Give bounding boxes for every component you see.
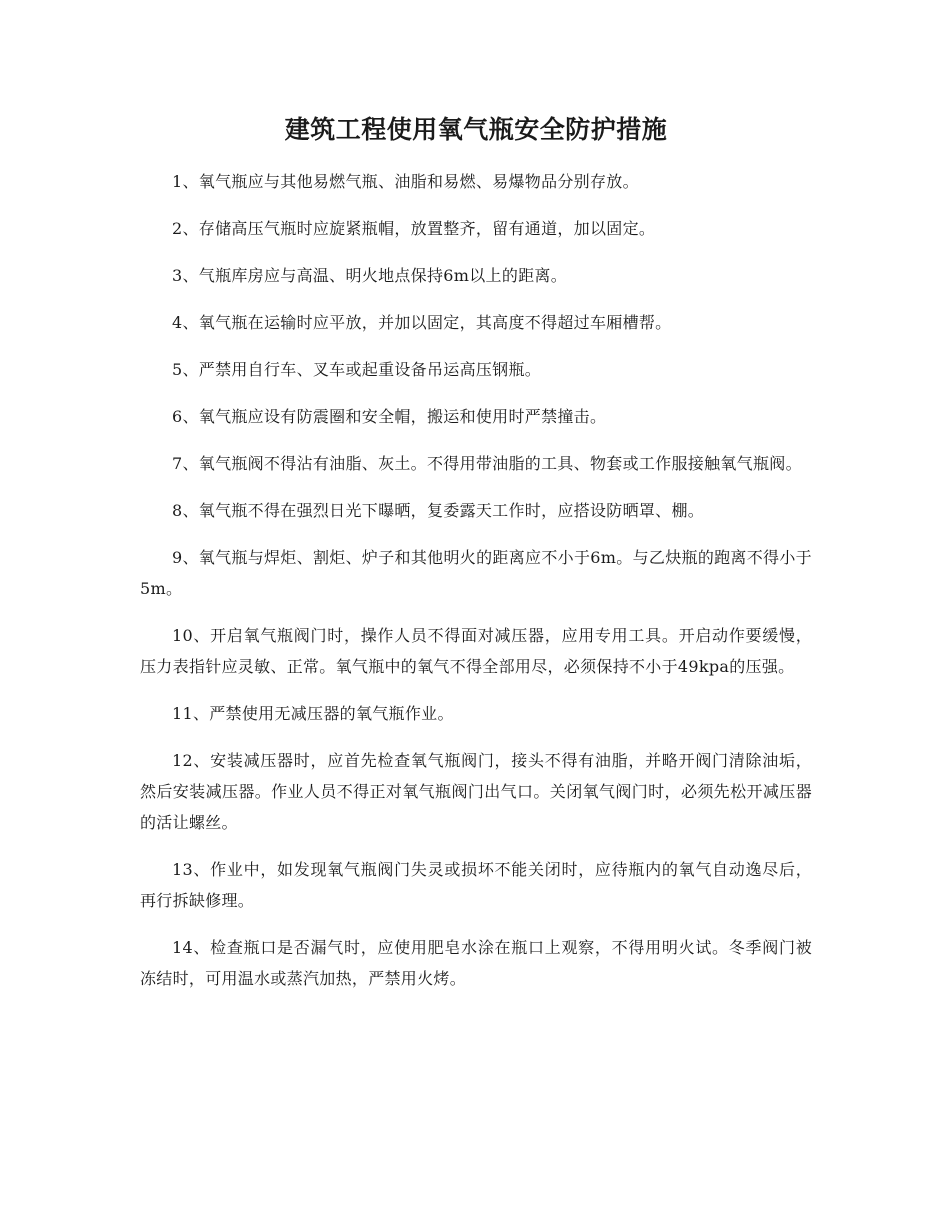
safety-item-4: 4、氧气瓶在运输时应平放，并加以固定，其高度不得超过车厢槽帮。 bbox=[172, 313, 672, 332]
safety-item-5: 5、严禁用自行车、叉车或起重设备吊运高压钢瓶。 bbox=[172, 360, 542, 379]
document-title: 建筑工程使用氧气瓶安全防护措施 bbox=[284, 115, 668, 144]
safety-item-13: 13、作业中，如发现氧气瓶阀门失灵或损坏不能关闭时，应待瓶内的氧气自动逸尽后，再行拆缺修理。 bbox=[140, 860, 812, 910]
safety-item-9: 9、氧气瓶与焊炬、割炬、炉子和其他明火的距离应不小于6m。与乙炔瓶的跑离不得小于5m。 bbox=[140, 548, 812, 598]
safety-item-6: 6、氧气瓶应设有防震圈和安全帽，搬运和使用时严禁撞击。 bbox=[172, 407, 607, 426]
safety-item-11: 11、严禁使用无减压器的氧气瓶作业。 bbox=[172, 704, 454, 723]
safety-item-3: 3、气瓶库房应与高温、明火地点保持6m以上的距离。 bbox=[172, 266, 568, 285]
document-page bbox=[140, 112, 812, 1010]
safety-item-12: 12、安装减压器时，应首先检查氧气瓶阀门，接头不得有油脂，并略开阀门清除油垢，然后安装减压器。作业人员不得正对氧气瓶阀门出气口。关闭氧气阀门时，必须先松开减压器的活让螺丝。 bbox=[140, 751, 812, 832]
safety-item-10: 10、开启氧气瓶阀门时，操作人员不得面对减压器，应用专用工具。开启动作要缓慢，压力表指针应灵敏、正常。氧气瓶中的氧气不得全部用尽，必须保持不小于49kpa的压强。 bbox=[140, 626, 812, 676]
safety-item-8: 8、氧气瓶不得在强烈日光下曝晒，复委露天工作时，应搭设防晒罩、棚。 bbox=[172, 501, 705, 520]
safety-item-2: 2、存储高压气瓶时应旋紧瓶帽，放置整齐，留有通道，加以固定。 bbox=[172, 219, 656, 238]
safety-item-1: 1、氧气瓶应与其他易燃气瓶、油脂和易燃、易爆物品分别存放。 bbox=[172, 172, 639, 191]
safety-item-7: 7、氧气瓶阀不得沾有油脂、灰土。不得用带油脂的工具、物套或工作服接触氧气瓶阀。 bbox=[172, 454, 802, 473]
safety-item-14: 14、检查瓶口是否漏气时，应使用肥皂水涂在瓶口上观察，不得用明火试。冬季阀门被冻结时，可用温水或蒸汽加热，严禁用火烤。 bbox=[140, 938, 812, 988]
